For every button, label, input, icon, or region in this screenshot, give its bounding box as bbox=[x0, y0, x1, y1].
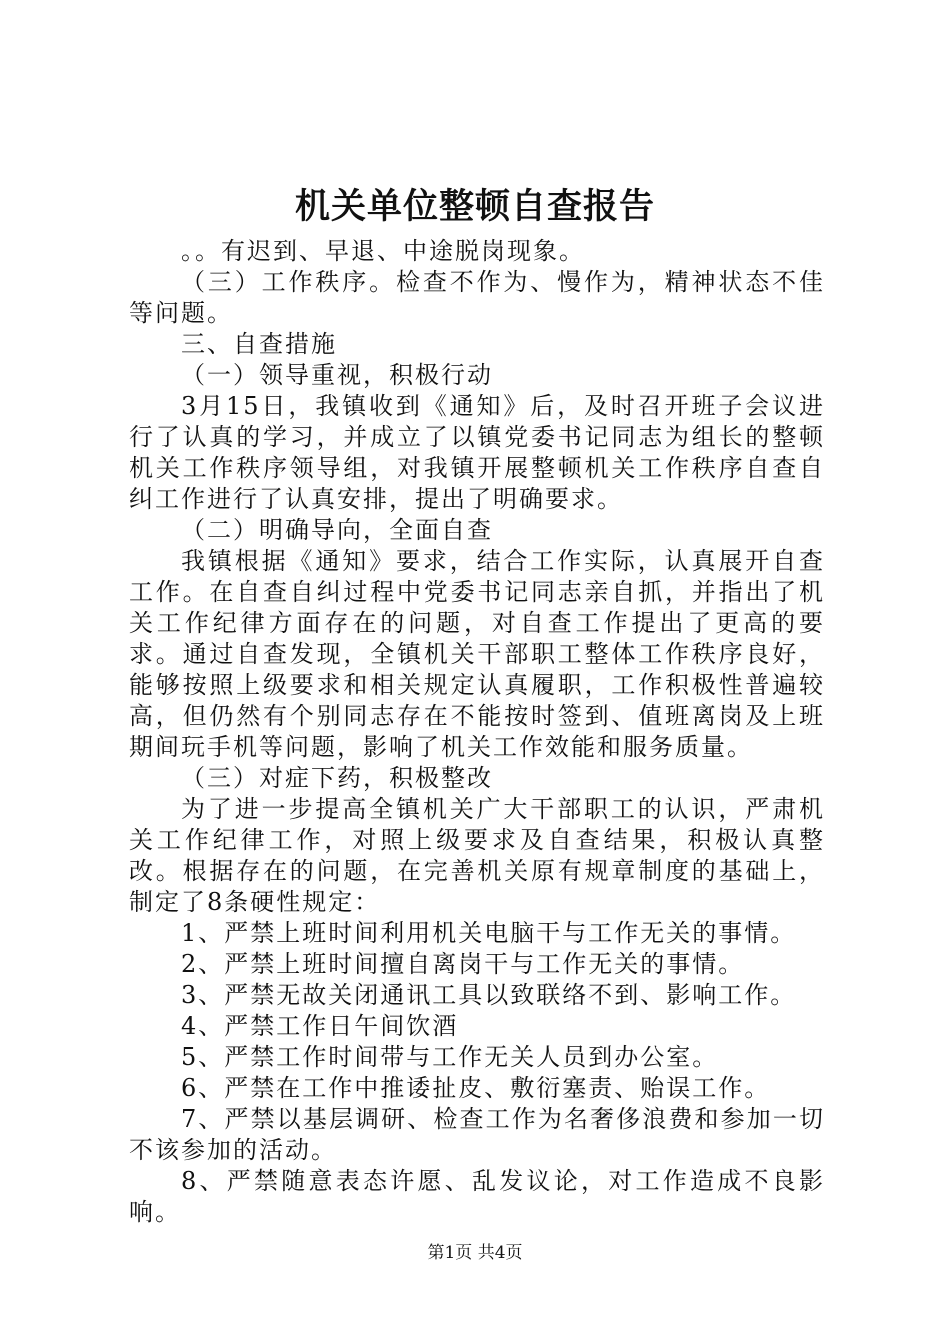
page-footer: 第1页 共4页 bbox=[427, 1243, 523, 1263]
paragraph: （三）工作秩序。检查不作为、慢作为，精神状态不佳等问题。 bbox=[129, 268, 825, 327]
paragraph: 3月15日，我镇收到《通知》后，及时召开班子会议进行了认真的学习，并成立了以镇党委书记同志为组长的整顿机关工作秩序领导组，对我镇开展整顿机关工作秩序自查自纠工作进行了认真安排，提出了明确要求。 bbox=[129, 392, 825, 513]
section-heading: 三、自查措施 bbox=[181, 330, 337, 358]
paragraph: 我镇根据《通知》要求，结合工作实际，认真展开自查工作。在自查自纠过程中党委书记同志亲自抓，并指出了机关工作纪律方面存在的问题，对自查工作提出了更高的要求。通过自查发现，全镇机关干部职工整体工作秩序良好，能够按照上级要求和相关规定认真履职，工作积极性普遍较高，但仍然有个别同志存在不能按时签到、值班离岗及上班期间玩手机等问题，影响了机关工作效能和服务质量。 bbox=[129, 547, 825, 761]
rule-item: 1、严禁上班时间利用机关电脑干与工作无关的事情。 bbox=[181, 919, 797, 947]
paragraph: 为了进一步提高全镇机关广大干部职工的认识，严肃机关工作纪律工作，对照上级要求及自查结果，积极认真整改。根据存在的问题，在完善机关原有规章制度的基础上，制定了8条硬性规定： bbox=[129, 795, 825, 916]
document-body bbox=[129, 236, 825, 1228]
rule-item: 4、严禁工作日午间饮酒 bbox=[181, 1012, 459, 1040]
subsection-heading: （三）对症下药，积极整改 bbox=[181, 764, 493, 792]
rule-item: 3、严禁无故关闭通讯工具以致联络不到、影响工作。 bbox=[181, 981, 797, 1009]
subsection-heading: （二）明确导向，全面自查 bbox=[181, 516, 493, 544]
rule-item: 5、严禁工作时间带与工作无关人员到办公室。 bbox=[181, 1043, 719, 1071]
rule-item: 2、严禁上班时间擅自离岗干与工作无关的事情。 bbox=[181, 950, 745, 978]
rule-item: 6、严禁在工作中推诿扯皮、敷衍塞责、贻误工作。 bbox=[181, 1074, 771, 1102]
rule-item: 7、严禁以基层调研、检查工作为名奢侈浪费和参加一切不该参加的活动。 bbox=[129, 1105, 825, 1164]
paragraph: 。。有迟到、早退、中途脱岗现象。 bbox=[181, 237, 585, 265]
subsection-heading: （一）领导重视，积极行动 bbox=[181, 361, 493, 389]
rule-item: 8、严禁随意表态许愿、乱发议论，对工作造成不良影响。 bbox=[129, 1167, 825, 1226]
document-title: 机关单位整顿自查报告 bbox=[294, 186, 655, 227]
